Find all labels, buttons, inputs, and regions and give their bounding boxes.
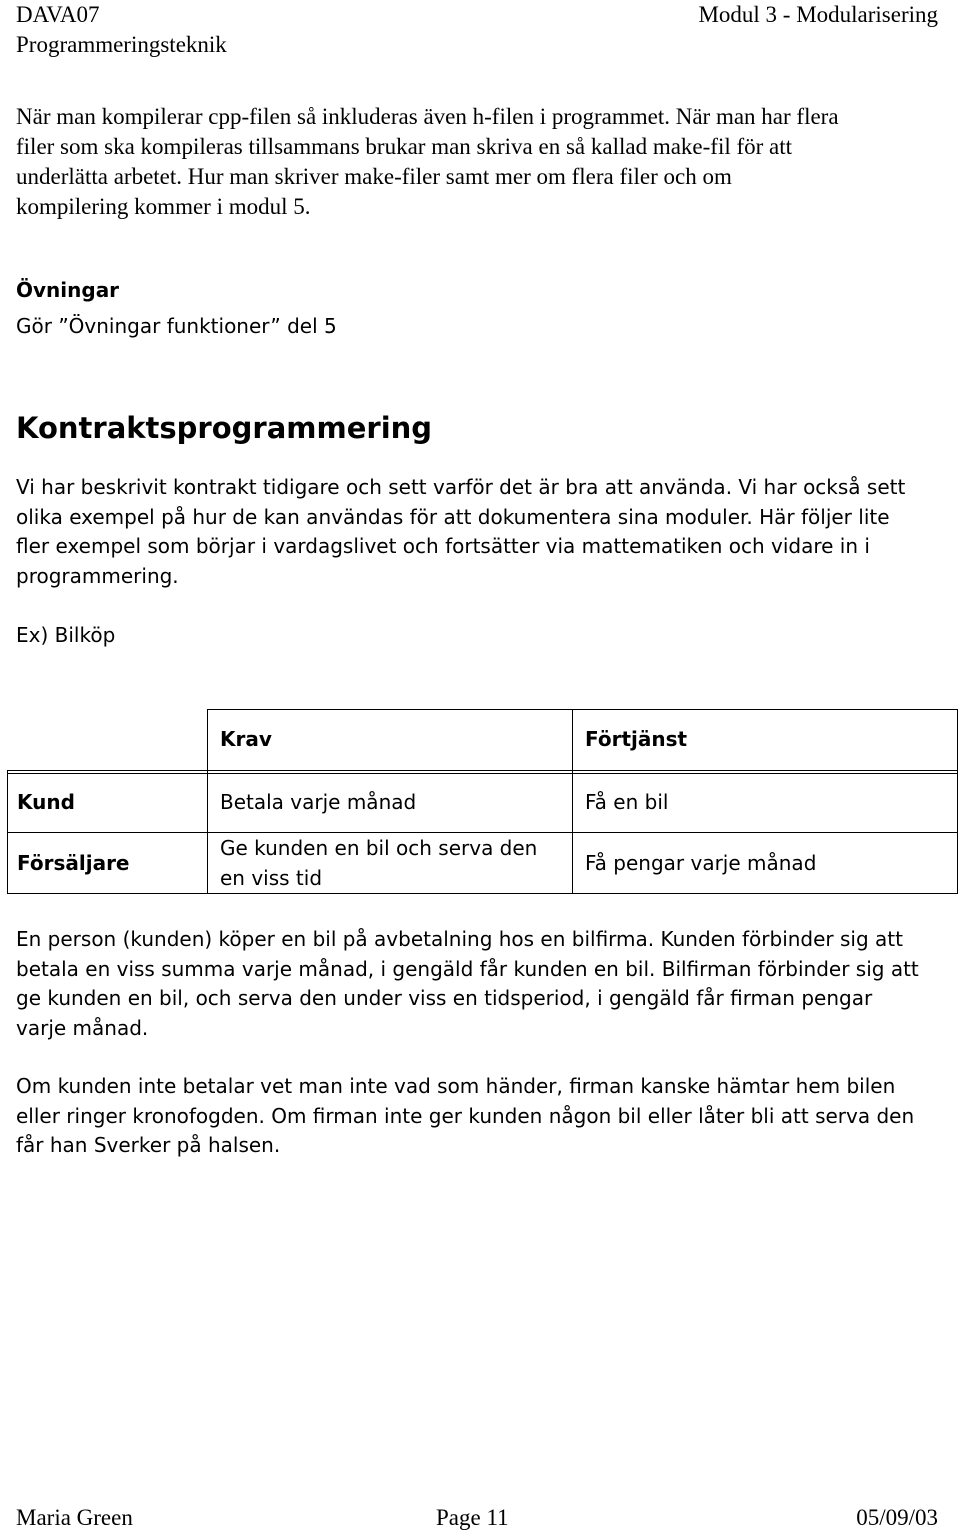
footer-author: Maria Green [16, 1505, 133, 1530]
cell-line: Ge kunden en bil och serva den [220, 836, 538, 860]
row-label-kund: Kund [17, 790, 75, 815]
table-rule [7, 770, 8, 894]
text-line: filer som ska kompileras tillsammans brukar man skriva en så kallad make-fil för att [16, 134, 793, 159]
cell-krav-kund: Betala varje månad [220, 790, 417, 815]
page-header-left [16, 0, 227, 60]
table-rule [7, 773, 958, 774]
section-paragraph [16, 473, 905, 591]
section-title: Kontraktsprogrammering [16, 411, 433, 445]
paragraph-purchase [16, 925, 919, 1043]
text-line: ge kunden en bil, och serva den under viss en tidsperiod, i gengäld får firman pengar [16, 986, 873, 1010]
course-name: Programmeringsteknik [16, 32, 227, 57]
table-header-krav: Krav [220, 727, 272, 752]
table-rule [7, 770, 958, 771]
cell-krav-forsaljare [220, 833, 537, 894]
module-title: Modul 3 - Modularisering [698, 2, 938, 27]
row-label-forsaljare: Försäljare [17, 850, 130, 875]
text-line: varje månad. [16, 1015, 149, 1040]
contract-table [7, 709, 958, 895]
paragraph-consequences [16, 1072, 914, 1161]
table-rule [207, 709, 208, 894]
text-line: Vi har beskrivit kontrakt tidigare och sett varför det är bra att använda. Vi har också sett [16, 475, 906, 499]
example-label: Ex) Bilköp [16, 623, 116, 647]
text-line: eller ringer kronofogden. Om firman inte ger kunden någon bil eller låter bli att serva den [16, 1103, 915, 1128]
text-line: får han Sverker på halsen. [16, 1133, 281, 1157]
table-rule [572, 709, 573, 894]
exercises-heading: Övningar [16, 278, 120, 302]
exercises-text: Gör ”Övningar funktioner” del 5 [16, 314, 337, 338]
text-line: olika exempel på hur de kan användas för att dokumentera sina moduler. Här följer lite [16, 504, 890, 529]
text-line: fler exempel som börjar i vardagslivet och fortsätter via mattematiken och vidare in i [16, 534, 870, 558]
text-line: Om kunden inte betalar vet man inte vad som händer, firman kanske hämtar hem bilen [16, 1074, 896, 1098]
table-rule [957, 709, 958, 894]
text-line: En person (kunden) köper en bil på avbetalning hos en bilfirma. Kunden förbinder sig att [16, 927, 903, 951]
text-line: kompilering kommer i modul 5. [16, 194, 311, 219]
footer-page-number: Page 11 [436, 1505, 509, 1530]
cell-fortjanst-forsaljare: Få pengar varje månad [585, 850, 817, 875]
table-header-fortjanst: Förtjänst [585, 727, 688, 752]
text-line: programmering. [16, 563, 179, 588]
course-code: DAVA07 [16, 2, 100, 27]
cell-line: en viss tid [220, 865, 323, 890]
table-rule [207, 709, 958, 710]
text-line: underlätta arbetet. Hur man skriver make-filer samt mer om flera filer och om [16, 164, 732, 189]
text-line: betala en viss summa varje månad, i gengäld får kunden en bil. Bilfirman förbinder sig att [16, 956, 919, 981]
cell-fortjanst-kund: Få en bil [585, 790, 669, 815]
text-line: När man kompilerar cpp-filen så inkluderas även h-filen i programmet. När man har flera [16, 104, 839, 129]
footer-date: 05/09/03 [856, 1505, 938, 1530]
intro-paragraph [16, 102, 839, 222]
